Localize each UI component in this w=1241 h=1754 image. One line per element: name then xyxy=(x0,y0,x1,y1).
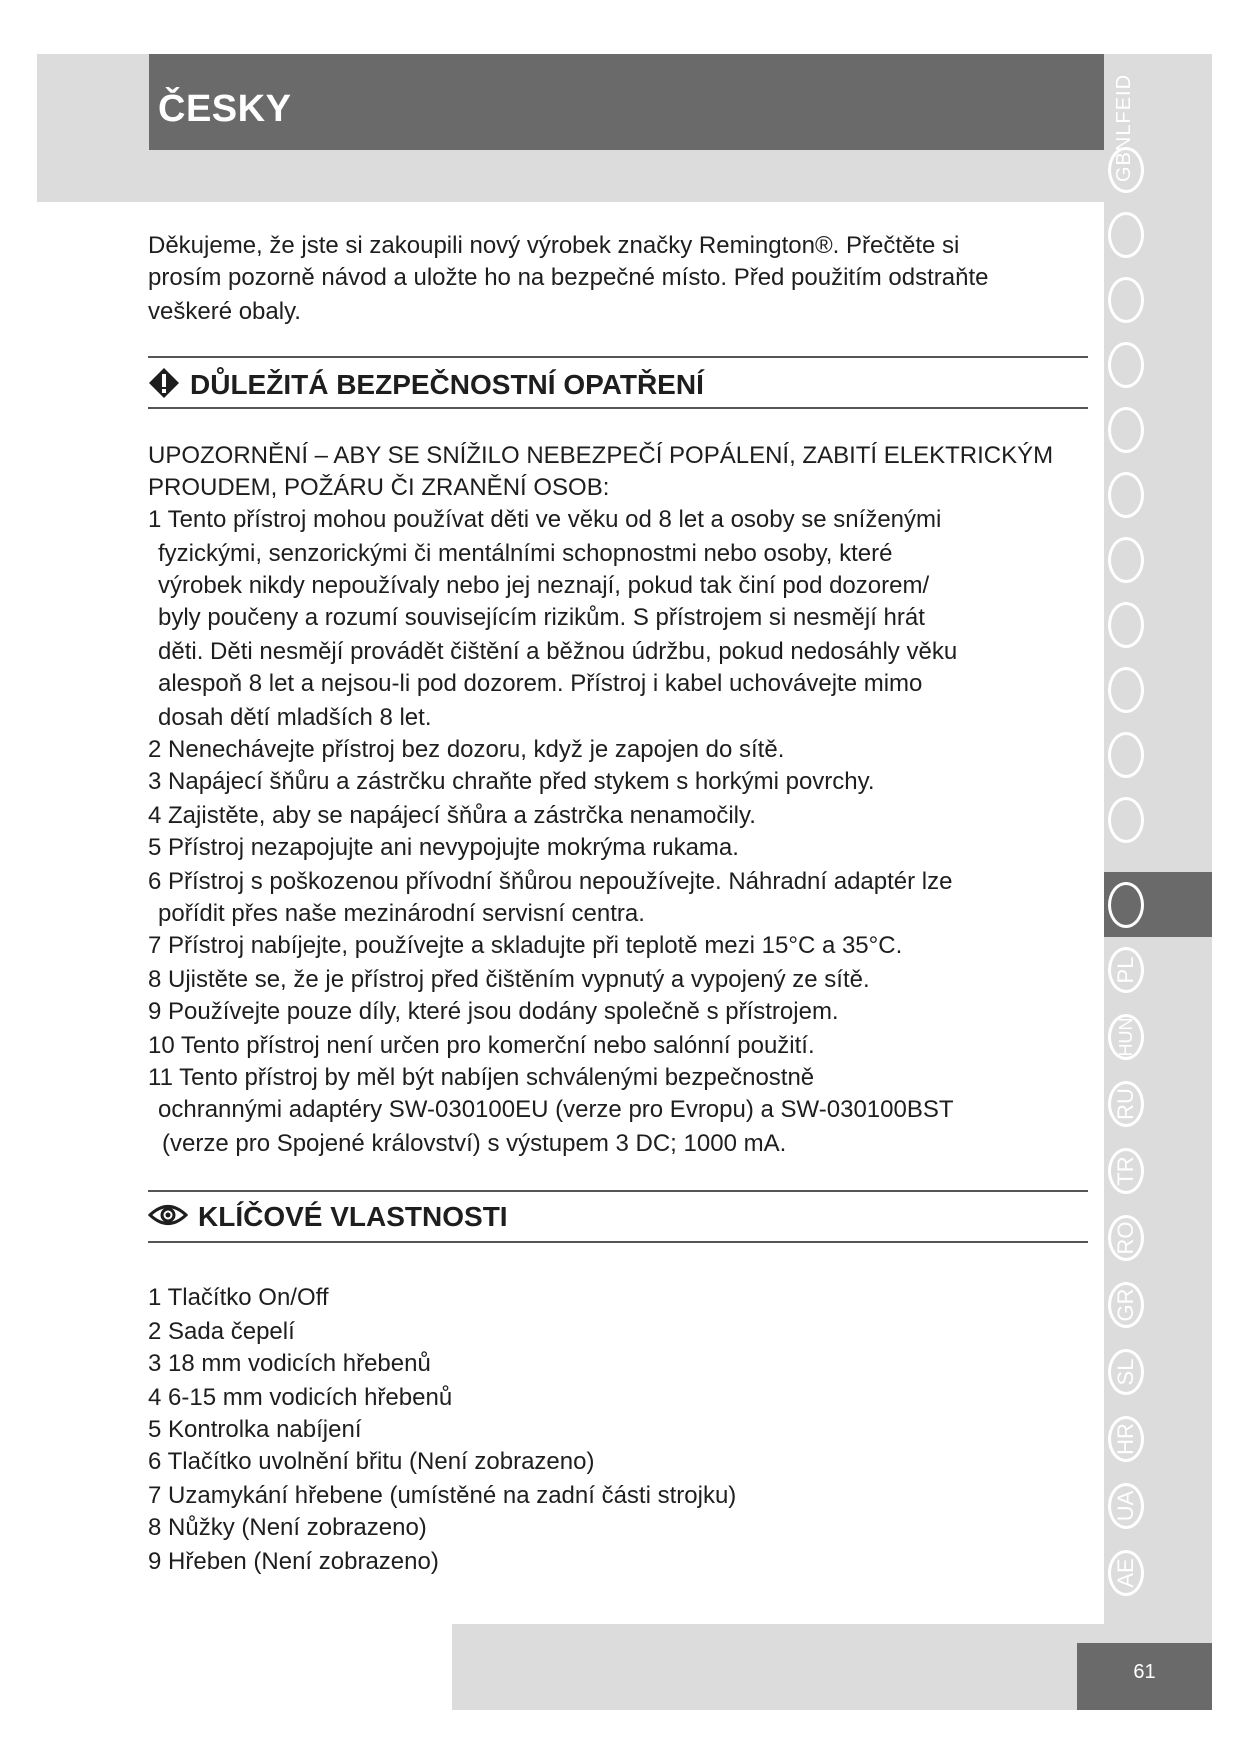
safety-line: 8 Ujistěte se, že je přístroj před čištěním vypnutý a vypojený ze sítě. xyxy=(148,966,870,993)
lang-nl[interactable]: NL xyxy=(1113,123,1135,152)
feature-item: 2 Sada čepelí xyxy=(148,1318,295,1345)
safety-line: 6 Přístroj s poškozenou přívodní šňůrou nepoužívejte. Náhradní adaptér lze xyxy=(148,868,953,895)
safety-title: DŮLEŽITÁ BEZPEČNOSTNÍ OPATŘENÍ xyxy=(190,368,704,400)
lang-tab-tr[interactable]: TR xyxy=(1104,1138,1212,1203)
safety-line: alespoň 8 let a nejsou-li pod dozorem. Přístroj i kabel uchovávejte mimo xyxy=(158,670,923,697)
tab-circle xyxy=(1108,407,1144,453)
tab-circle xyxy=(1108,537,1144,583)
active-lang-label: CZ xyxy=(1119,897,1135,909)
lang-tab-circle[interactable] xyxy=(1104,787,1212,852)
lang-tab-circle[interactable] xyxy=(1104,397,1212,462)
feature-item: 5 Kontrolka nabíjení xyxy=(148,1416,362,1443)
page-title: ČESKY xyxy=(158,88,292,130)
lang-tab-circle[interactable] xyxy=(1104,592,1212,657)
lang-tab-circle[interactable] xyxy=(1104,527,1212,592)
intro-line: veškeré obaly. xyxy=(148,298,301,325)
feature-item: 1 Tlačítko On/Off xyxy=(148,1284,329,1311)
safety-line: 11 Tento přístroj by měl být nabíjen schválenými bezpečnostně xyxy=(148,1064,815,1091)
tab-circle xyxy=(1108,342,1144,388)
lang-tab-pl[interactable]: PL xyxy=(1104,937,1212,1002)
safety-line: ochrannými adaptéry SW-030100EU (verze pro Evropu) a SW-030100BST xyxy=(158,1096,954,1123)
safety-line: byly poučeny a rozumí souvisejícím rizikům. S přístrojem si nesmějí hrát xyxy=(158,604,925,631)
safety-line: 5 Přístroj nezapojujte ani nevypojujte mokrýma rukama. xyxy=(148,834,739,861)
safety-line: 10 Tento přístroj není určen pro komerční nebo salónní použití. xyxy=(148,1032,815,1059)
tab-circle xyxy=(1108,147,1144,193)
warning-line: PROUDEM, POŽÁRU ČI ZRANĚNÍ OSOB: xyxy=(148,474,610,501)
safety-line: 9 Používejte pouze díly, které jsou dodány společně s přístrojem. xyxy=(148,998,839,1025)
feature-item: 3 18 mm vodicích hřebenů xyxy=(148,1350,431,1377)
tab-circle xyxy=(1108,732,1144,778)
safety-line: pořídit přes naše mezinárodní servisní centra. xyxy=(158,900,645,927)
lang-tab-gr[interactable]: GR xyxy=(1104,1272,1212,1337)
warning-line: UPOZORNĚNÍ – ABY SE SNÍŽILO NEBEZPEČÍ POPÁLENÍ, ZABITÍ ELEKTRICKÝM xyxy=(148,442,1054,469)
lang-tab-circle[interactable] xyxy=(1104,657,1212,722)
lang-tab-circle[interactable] xyxy=(1104,267,1212,332)
features-title: KLÍČOVÉ VLASTNOSTI xyxy=(198,1201,508,1232)
feature-item: 7 Uzamykání hřebene (umístěné na zadní části strojku) xyxy=(148,1482,737,1509)
header-bar xyxy=(149,54,1104,150)
lang-i[interactable]: I xyxy=(1113,89,1135,96)
intro-line: prosím pozorně návod a uložte ho na bezpečné místo. Před použitím odstraňte xyxy=(148,264,989,291)
tab-circle xyxy=(1108,667,1144,713)
safety-line: 1 Tento přístroj mohou používat děti ve věku od 8 let a osoby se sníženými xyxy=(148,506,942,533)
lang-tab-hun[interactable]: HUN xyxy=(1104,1004,1212,1069)
feature-item: 4 6-15 mm vodicích hřebenů xyxy=(148,1384,453,1411)
page-number-box xyxy=(1077,1643,1212,1710)
tab-circle xyxy=(1108,212,1144,258)
lang-f[interactable]: F xyxy=(1113,110,1135,124)
lang-gb[interactable]: GB xyxy=(1113,151,1135,182)
lang-e[interactable]: E xyxy=(1113,95,1135,111)
tab-circle xyxy=(1108,277,1144,323)
lang-tab-sl[interactable]: SL xyxy=(1104,1339,1212,1404)
safety-line: 7 Přístroj nabíjejte, používejte a skladujte při teplotě mezi 15°C a 35°C. xyxy=(148,932,903,959)
lang-tab-ae[interactable]: AE xyxy=(1104,1540,1212,1605)
safety-line: děti. Děti nesmějí provádět čištění a běžnou údržbu, pokud nedosáhly věku xyxy=(158,638,958,665)
lang-tab-circle[interactable] xyxy=(1104,202,1212,267)
tab-circle xyxy=(1108,472,1144,518)
lang-tab-circle[interactable] xyxy=(1104,722,1212,787)
safety-line: výrobek nikdy nepoužívaly nebo jej neznají, pokud tak činí pod dozorem/ xyxy=(158,572,930,599)
eye-icon xyxy=(148,1202,188,1235)
warning-icon xyxy=(148,367,180,406)
page-number: 61 xyxy=(1133,1661,1156,1683)
tab-circle xyxy=(1108,602,1144,648)
safety-line: dosah dětí mladších 8 let. xyxy=(158,704,432,731)
feature-item: 9 Hřeben (Není zobrazeno) xyxy=(148,1548,439,1575)
lang-tab-circle[interactable] xyxy=(1104,462,1212,527)
lang-tab-hr[interactable]: HR xyxy=(1104,1406,1212,1471)
lang-tab-circle[interactable] xyxy=(1104,332,1212,397)
safety-line: 2 Nenechávejte přístroj bez dozoru, když je zapojen do sítě. xyxy=(148,736,785,763)
lang-d[interactable]: D xyxy=(1113,73,1135,90)
lang-tab-ro[interactable]: RO xyxy=(1104,1205,1212,1270)
features-heading xyxy=(148,1201,508,1235)
intro-line: Děkujeme, že jste si zakoupili nový výrobek značky Remington®. Přečtěte si xyxy=(148,232,960,259)
lang-tab-circle[interactable] xyxy=(1104,137,1212,202)
tab-circle xyxy=(1108,797,1144,843)
section-rule xyxy=(148,356,1088,358)
feature-item: 6 Tlačítko uvolnění břitu (Není zobrazeno) xyxy=(148,1448,595,1475)
lang-tab-ru[interactable]: RU xyxy=(1104,1071,1212,1136)
section-rule xyxy=(148,1190,1088,1192)
safety-heading xyxy=(148,367,704,406)
section-rule xyxy=(148,1241,1088,1243)
safety-line: 3 Napájecí šňůru a zástrčku chraňte před stykem s horkými povrchy. xyxy=(148,768,875,795)
safety-line: (verze pro Spojené království) s výstupem 3 DC; 1000 mA. xyxy=(162,1130,787,1157)
feature-item: 8 Nůžky (Není zobrazeno) xyxy=(148,1514,427,1541)
safety-line: 4 Zajistěte, aby se napájecí šňůra a zástrčka nenamočily. xyxy=(148,802,756,829)
section-rule xyxy=(148,407,1088,409)
lang-tab-ua[interactable]: UA xyxy=(1104,1473,1212,1538)
safety-line: fyzickými, senzorickými či mentálními schopnostmi nebo osoby, které xyxy=(158,540,893,567)
